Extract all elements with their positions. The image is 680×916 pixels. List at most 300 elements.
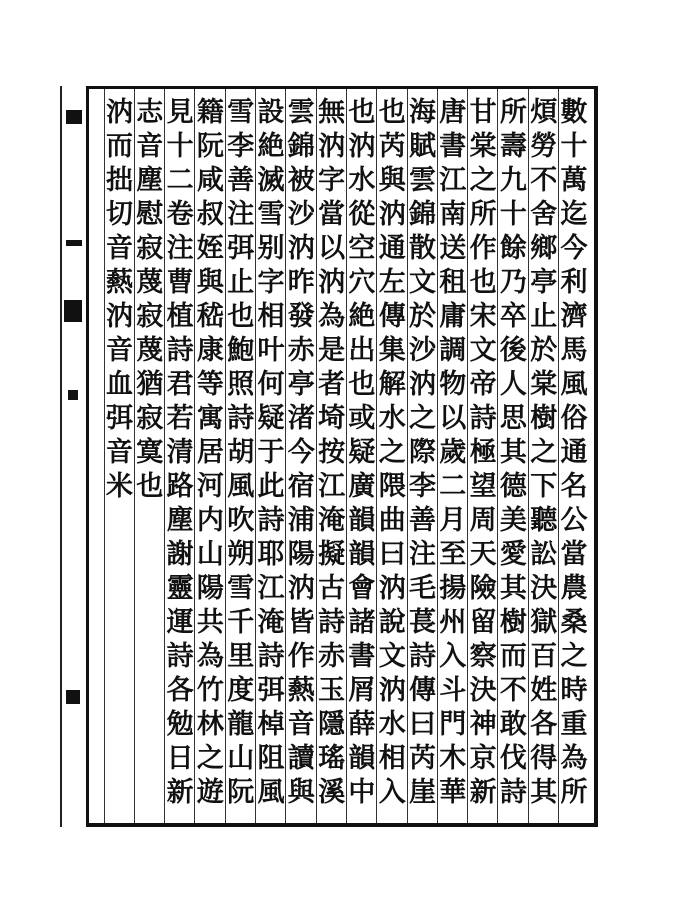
text-char: 通 — [378, 233, 406, 264]
text-char: 照 — [227, 369, 255, 400]
text-char: 詩 — [318, 607, 346, 638]
text-char: 今 — [287, 437, 315, 468]
text-char: 詩 — [469, 403, 497, 434]
text-char: 二 — [166, 165, 194, 196]
text-char: 阮 — [227, 777, 255, 808]
frame-top-border — [86, 86, 598, 89]
text-char: 雲 — [287, 97, 315, 128]
text-char: 傳 — [409, 675, 436, 706]
text-char: 門 — [439, 709, 467, 740]
text-char: 南 — [439, 199, 467, 230]
text-char: 汭 — [287, 233, 315, 264]
text-char: 租 — [439, 267, 467, 298]
text-char: 止 — [227, 267, 255, 298]
text-char: 滅 — [257, 165, 285, 196]
text-char: 林 — [196, 709, 224, 740]
text-column — [133, 96, 167, 818]
text-char: 者 — [318, 369, 346, 400]
text-char: 陽 — [287, 539, 315, 570]
text-char: 埼 — [318, 403, 346, 434]
text-char: 棠 — [530, 369, 558, 400]
text-char: 河 — [196, 471, 224, 502]
text-char: 勞 — [530, 131, 558, 162]
text-char: 愛 — [499, 539, 527, 570]
text-char: 鄉 — [530, 233, 558, 264]
text-char: 日 — [166, 743, 194, 774]
text-column — [406, 96, 440, 818]
text-char: 胡 — [227, 437, 255, 468]
text-char: 新 — [166, 777, 194, 808]
text-char: 阮 — [196, 131, 224, 162]
text-char: 書 — [439, 131, 467, 162]
text-char: 江 — [318, 471, 346, 502]
text-char: 險 — [469, 573, 497, 604]
text-char: 書 — [348, 641, 376, 672]
text-char: 音 — [106, 335, 133, 366]
text-char: 餘 — [499, 233, 527, 264]
text-char: 溪 — [318, 777, 346, 808]
text-char: 内 — [196, 505, 224, 536]
text-char: 芮 — [409, 743, 436, 774]
text-char: 浦 — [287, 505, 315, 536]
margin-mark — [64, 300, 82, 322]
text-char: 風 — [227, 471, 255, 502]
text-char: 望 — [469, 471, 497, 502]
text-char: 州 — [439, 607, 467, 638]
text-char: 錦 — [409, 199, 436, 230]
text-char: 作 — [469, 233, 497, 264]
text-char: 遊 — [196, 777, 224, 808]
text-char: 寂 — [136, 301, 164, 332]
text-char: 馬 — [560, 335, 588, 366]
text-char: 決 — [469, 675, 497, 706]
frame-right-border — [594, 86, 598, 827]
text-char: 察 — [469, 641, 497, 672]
text-char: 卒 — [499, 301, 527, 332]
text-char: 所 — [469, 199, 497, 230]
text-char: 敢 — [499, 709, 527, 740]
text-char: 吹 — [227, 505, 255, 536]
text-char: 各 — [166, 675, 194, 706]
margin-mark — [66, 690, 80, 704]
text-char: 慰 — [136, 199, 164, 230]
text-char: 解 — [378, 369, 406, 400]
text-char: 為 — [318, 301, 346, 332]
text-char: 左 — [378, 267, 406, 298]
text-char: 而 — [499, 641, 527, 672]
text-char: 詩 — [409, 641, 436, 672]
text-char: 寂 — [136, 233, 164, 264]
text-char: 血 — [106, 369, 133, 400]
margin-mark — [66, 110, 82, 124]
text-char: 爇 — [106, 267, 133, 298]
text-char: 曰 — [378, 539, 406, 570]
text-char: 名 — [560, 471, 588, 502]
text-char: 薛 — [348, 709, 376, 740]
text-char: 字 — [257, 267, 285, 298]
text-char: 也 — [348, 369, 376, 400]
text-char: 見 — [166, 97, 194, 128]
text-char: 清 — [166, 437, 194, 468]
text-char: 弭 — [227, 233, 255, 264]
text-char: 龍 — [227, 709, 255, 740]
text-char: 李 — [409, 471, 436, 502]
text-char: 注 — [409, 539, 436, 570]
text-char: 志 — [136, 97, 164, 128]
text-char: 乃 — [499, 267, 527, 298]
text-char: 渚 — [287, 403, 315, 434]
text-char: 風 — [560, 369, 588, 400]
text-char: 咸 — [196, 165, 224, 196]
text-char: 無 — [318, 97, 346, 128]
text-char: 與 — [196, 267, 224, 298]
text-char: 周 — [469, 505, 497, 536]
text-char: 朔 — [227, 539, 255, 570]
text-char: 弭 — [106, 403, 133, 434]
text-char: 歲 — [439, 437, 467, 468]
text-char: 之 — [560, 641, 588, 672]
text-char: 之 — [409, 403, 436, 434]
text-char: 利 — [560, 267, 588, 298]
text-char: 注 — [227, 199, 255, 230]
text-char: 集 — [378, 335, 406, 366]
text-char: 傳 — [378, 301, 406, 332]
text-char: 決 — [530, 573, 558, 604]
text-char: 山 — [196, 539, 224, 570]
text-char: 亭 — [530, 267, 558, 298]
text-char: 昨 — [287, 267, 315, 298]
text-char: 唐 — [439, 97, 467, 128]
text-char: 寂 — [136, 403, 164, 434]
text-char: 迄 — [560, 199, 588, 230]
text-char: 京 — [469, 743, 497, 774]
text-column — [557, 96, 591, 818]
text-char: 君 — [166, 369, 194, 400]
text-char: 是 — [318, 335, 346, 366]
text-char: 汭 — [378, 199, 406, 230]
text-char: 也 — [348, 97, 376, 128]
text-char: 二 — [439, 471, 467, 502]
text-char: 疑 — [348, 437, 376, 468]
text-char: 曹 — [166, 267, 194, 298]
text-char: 斗 — [439, 675, 467, 706]
text-char: 思 — [499, 403, 527, 434]
text-char: 赤 — [287, 335, 315, 366]
text-char: 讀 — [287, 743, 315, 774]
text-char: 以 — [318, 233, 346, 264]
text-char: 當 — [560, 539, 588, 570]
text-char: 宿 — [287, 471, 315, 502]
text-char: 此 — [257, 471, 285, 502]
text-char: 俗 — [560, 403, 588, 434]
text-char: 散 — [409, 233, 436, 264]
text-char: 木 — [439, 743, 467, 774]
text-char: 相 — [257, 301, 285, 332]
text-char: 樹 — [530, 403, 558, 434]
text-char: 棠 — [469, 131, 497, 162]
text-char: 赤 — [318, 641, 346, 672]
text-char: 文 — [378, 641, 406, 672]
text-char: 運 — [166, 607, 194, 638]
text-column — [224, 96, 258, 818]
text-char: 錦 — [287, 131, 315, 162]
text-char: 亭 — [287, 369, 315, 400]
text-char: 而 — [106, 131, 133, 162]
text-column — [163, 96, 197, 818]
text-char: 汭 — [106, 97, 133, 128]
text-char: 寓 — [196, 403, 224, 434]
text-char: 玉 — [318, 675, 346, 706]
text-char: 十 — [166, 131, 194, 162]
text-char: 空 — [348, 233, 376, 264]
text-char: 為 — [196, 641, 224, 672]
text-char: 調 — [439, 335, 467, 366]
text-char: 絶 — [348, 301, 376, 332]
text-char: 度 — [227, 675, 255, 706]
text-char: 神 — [469, 709, 497, 740]
text-char: 居 — [196, 437, 224, 468]
text-char: 别 — [257, 233, 285, 264]
text-char: 善 — [409, 505, 436, 536]
text-char: 時 — [560, 675, 588, 706]
text-char: 通 — [560, 437, 588, 468]
text-char: 雲 — [409, 165, 436, 196]
text-char: 叔 — [196, 199, 224, 230]
text-char: 姪 — [196, 233, 224, 264]
text-char: 訟 — [530, 539, 558, 570]
text-char: 爇 — [287, 675, 315, 706]
text-char: 江 — [439, 165, 467, 196]
text-char: 若 — [166, 403, 194, 434]
text-char: 揚 — [439, 573, 467, 604]
text-char: 廣 — [348, 471, 376, 502]
text-char: 留 — [469, 607, 497, 638]
text-char: 共 — [196, 607, 224, 638]
text-char: 說 — [378, 607, 406, 638]
text-char: 瑤 — [318, 743, 346, 774]
text-char: 其 — [530, 777, 558, 808]
text-char: 所 — [560, 777, 588, 808]
text-char: 疑 — [257, 403, 285, 434]
text-char: 濟 — [560, 301, 588, 332]
text-char: 耶 — [257, 539, 285, 570]
text-char: 汭 — [318, 267, 346, 298]
text-char: 棹 — [257, 709, 285, 740]
text-char: 也 — [136, 471, 164, 502]
text-char: 百 — [530, 641, 558, 672]
text-char: 注 — [166, 233, 194, 264]
text-char: 水 — [378, 403, 406, 434]
text-char: 其 — [499, 573, 527, 604]
text-char: 桑 — [560, 607, 588, 638]
text-char: 米 — [106, 471, 133, 502]
text-char: 甘 — [469, 97, 497, 128]
text-char: 植 — [166, 301, 194, 332]
text-char: 韻 — [348, 539, 376, 570]
text-char: 汭 — [409, 369, 436, 400]
text-char: 屑 — [348, 675, 376, 706]
text-char: 風 — [257, 777, 285, 808]
text-char: 隱 — [318, 709, 346, 740]
text-char: 或 — [348, 403, 376, 434]
text-char: 詩 — [166, 335, 194, 366]
text-char: 雪 — [257, 199, 285, 230]
text-char: 古 — [318, 573, 346, 604]
text-char: 舍 — [530, 199, 558, 230]
text-char: 相 — [378, 743, 406, 774]
text-char: 壽 — [499, 131, 527, 162]
frame-left-border — [86, 86, 89, 827]
text-char: 弭 — [257, 675, 285, 706]
text-char: 鮑 — [227, 335, 255, 366]
text-char: 曰 — [409, 709, 436, 740]
text-char: 汭 — [287, 573, 315, 604]
text-char: 當 — [318, 199, 346, 230]
text-char: 美 — [499, 505, 527, 536]
text-char: 竹 — [196, 675, 224, 706]
text-char: 阻 — [257, 743, 285, 774]
text-char: 九 — [499, 165, 527, 196]
text-char: 山 — [227, 743, 255, 774]
text-column — [193, 96, 227, 818]
text-char: 止 — [530, 301, 558, 332]
text-char: 海 — [409, 97, 436, 128]
text-char: 際 — [409, 437, 436, 468]
text-char: 姓 — [530, 675, 558, 706]
text-char: 以 — [439, 403, 467, 434]
text-char: 寞 — [136, 437, 164, 468]
text-char: 天 — [469, 539, 497, 570]
text-char: 發 — [287, 301, 315, 332]
text-column — [436, 96, 470, 818]
text-char: 韻 — [348, 505, 376, 536]
text-char: 入 — [378, 777, 406, 808]
text-char: 於 — [530, 335, 558, 366]
text-char: 千 — [227, 607, 255, 638]
text-char: 詩 — [257, 641, 285, 672]
text-char: 皆 — [287, 607, 315, 638]
text-char: 中 — [348, 777, 376, 808]
text-char: 送 — [439, 233, 467, 264]
text-char: 不 — [530, 165, 558, 196]
text-column — [466, 96, 500, 818]
text-char: 蔑 — [136, 335, 164, 366]
text-char: 陽 — [196, 573, 224, 604]
text-char: 絶 — [257, 131, 285, 162]
text-char: 文 — [469, 335, 497, 366]
text-char: 里 — [227, 641, 255, 672]
text-char: 新 — [469, 777, 497, 808]
text-column — [527, 96, 561, 818]
text-column — [254, 96, 288, 818]
text-char: 伐 — [499, 743, 527, 774]
text-char: 曲 — [378, 505, 406, 536]
text-char: 公 — [560, 505, 588, 536]
text-char: 之 — [469, 165, 497, 196]
text-char: 煩 — [530, 97, 558, 128]
text-char: 萇 — [409, 607, 436, 638]
text-char: 雪 — [227, 97, 255, 128]
text-char: 汭 — [378, 675, 406, 706]
text-char: 塵 — [166, 505, 194, 536]
text-char: 出 — [348, 335, 376, 366]
text-char: 毛 — [409, 573, 436, 604]
text-char: 字 — [318, 165, 346, 196]
text-char: 音 — [106, 437, 133, 468]
text-char: 擬 — [318, 539, 346, 570]
text-char: 至 — [439, 539, 467, 570]
text-char: 人 — [499, 369, 527, 400]
text-char: 善 — [227, 165, 255, 196]
text-char: 賦 — [409, 131, 436, 162]
text-char: 得 — [530, 743, 558, 774]
text-char: 物 — [439, 369, 467, 400]
text-char: 會 — [348, 573, 376, 604]
text-char: 十 — [560, 131, 588, 162]
text-char: 淹 — [318, 505, 346, 536]
text-char: 下 — [530, 471, 558, 502]
text-char: 汭 — [348, 131, 376, 162]
text-char: 詩 — [166, 641, 194, 672]
text-char: 各 — [530, 709, 558, 740]
text-char: 李 — [227, 131, 255, 162]
text-char: 從 — [348, 199, 376, 230]
text-char: 不 — [499, 675, 527, 706]
text-column — [284, 96, 318, 818]
text-char: 江 — [257, 573, 285, 604]
text-char: 猶 — [136, 369, 164, 400]
text-column — [103, 96, 137, 818]
text-char: 沙 — [287, 199, 315, 230]
text-char: 詩 — [257, 505, 285, 536]
text-char: 汭 — [106, 301, 133, 332]
text-char: 重 — [560, 709, 588, 740]
text-char: 詩 — [227, 403, 255, 434]
text-char: 切 — [106, 199, 133, 230]
text-char: 文 — [409, 267, 436, 298]
text-char: 等 — [196, 369, 224, 400]
text-char: 卷 — [166, 199, 194, 230]
text-char: 沙 — [409, 335, 436, 366]
text-char: 之 — [196, 743, 224, 774]
text-char: 芮 — [378, 131, 406, 162]
text-char: 月 — [439, 505, 467, 536]
text-char: 塵 — [136, 165, 164, 196]
text-char: 之 — [530, 437, 558, 468]
text-char: 按 — [318, 437, 346, 468]
text-char: 籍 — [196, 97, 224, 128]
text-char: 德 — [499, 471, 527, 502]
text-char: 也 — [378, 97, 406, 128]
text-char: 入 — [439, 641, 467, 672]
text-char: 極 — [469, 437, 497, 468]
text-char: 樹 — [499, 607, 527, 638]
text-char: 音 — [136, 131, 164, 162]
text-char: 之 — [378, 437, 406, 468]
text-char: 諸 — [348, 607, 376, 638]
text-char: 其 — [499, 437, 527, 468]
text-char: 與 — [287, 777, 315, 808]
text-char: 崖 — [409, 777, 436, 808]
text-column — [345, 96, 379, 818]
text-char: 獄 — [530, 607, 558, 638]
text-column — [375, 96, 409, 818]
text-char: 叶 — [257, 335, 285, 366]
text-column — [496, 96, 530, 818]
text-char: 音 — [287, 709, 315, 740]
text-char: 後 — [499, 335, 527, 366]
text-char: 路 — [166, 471, 194, 502]
